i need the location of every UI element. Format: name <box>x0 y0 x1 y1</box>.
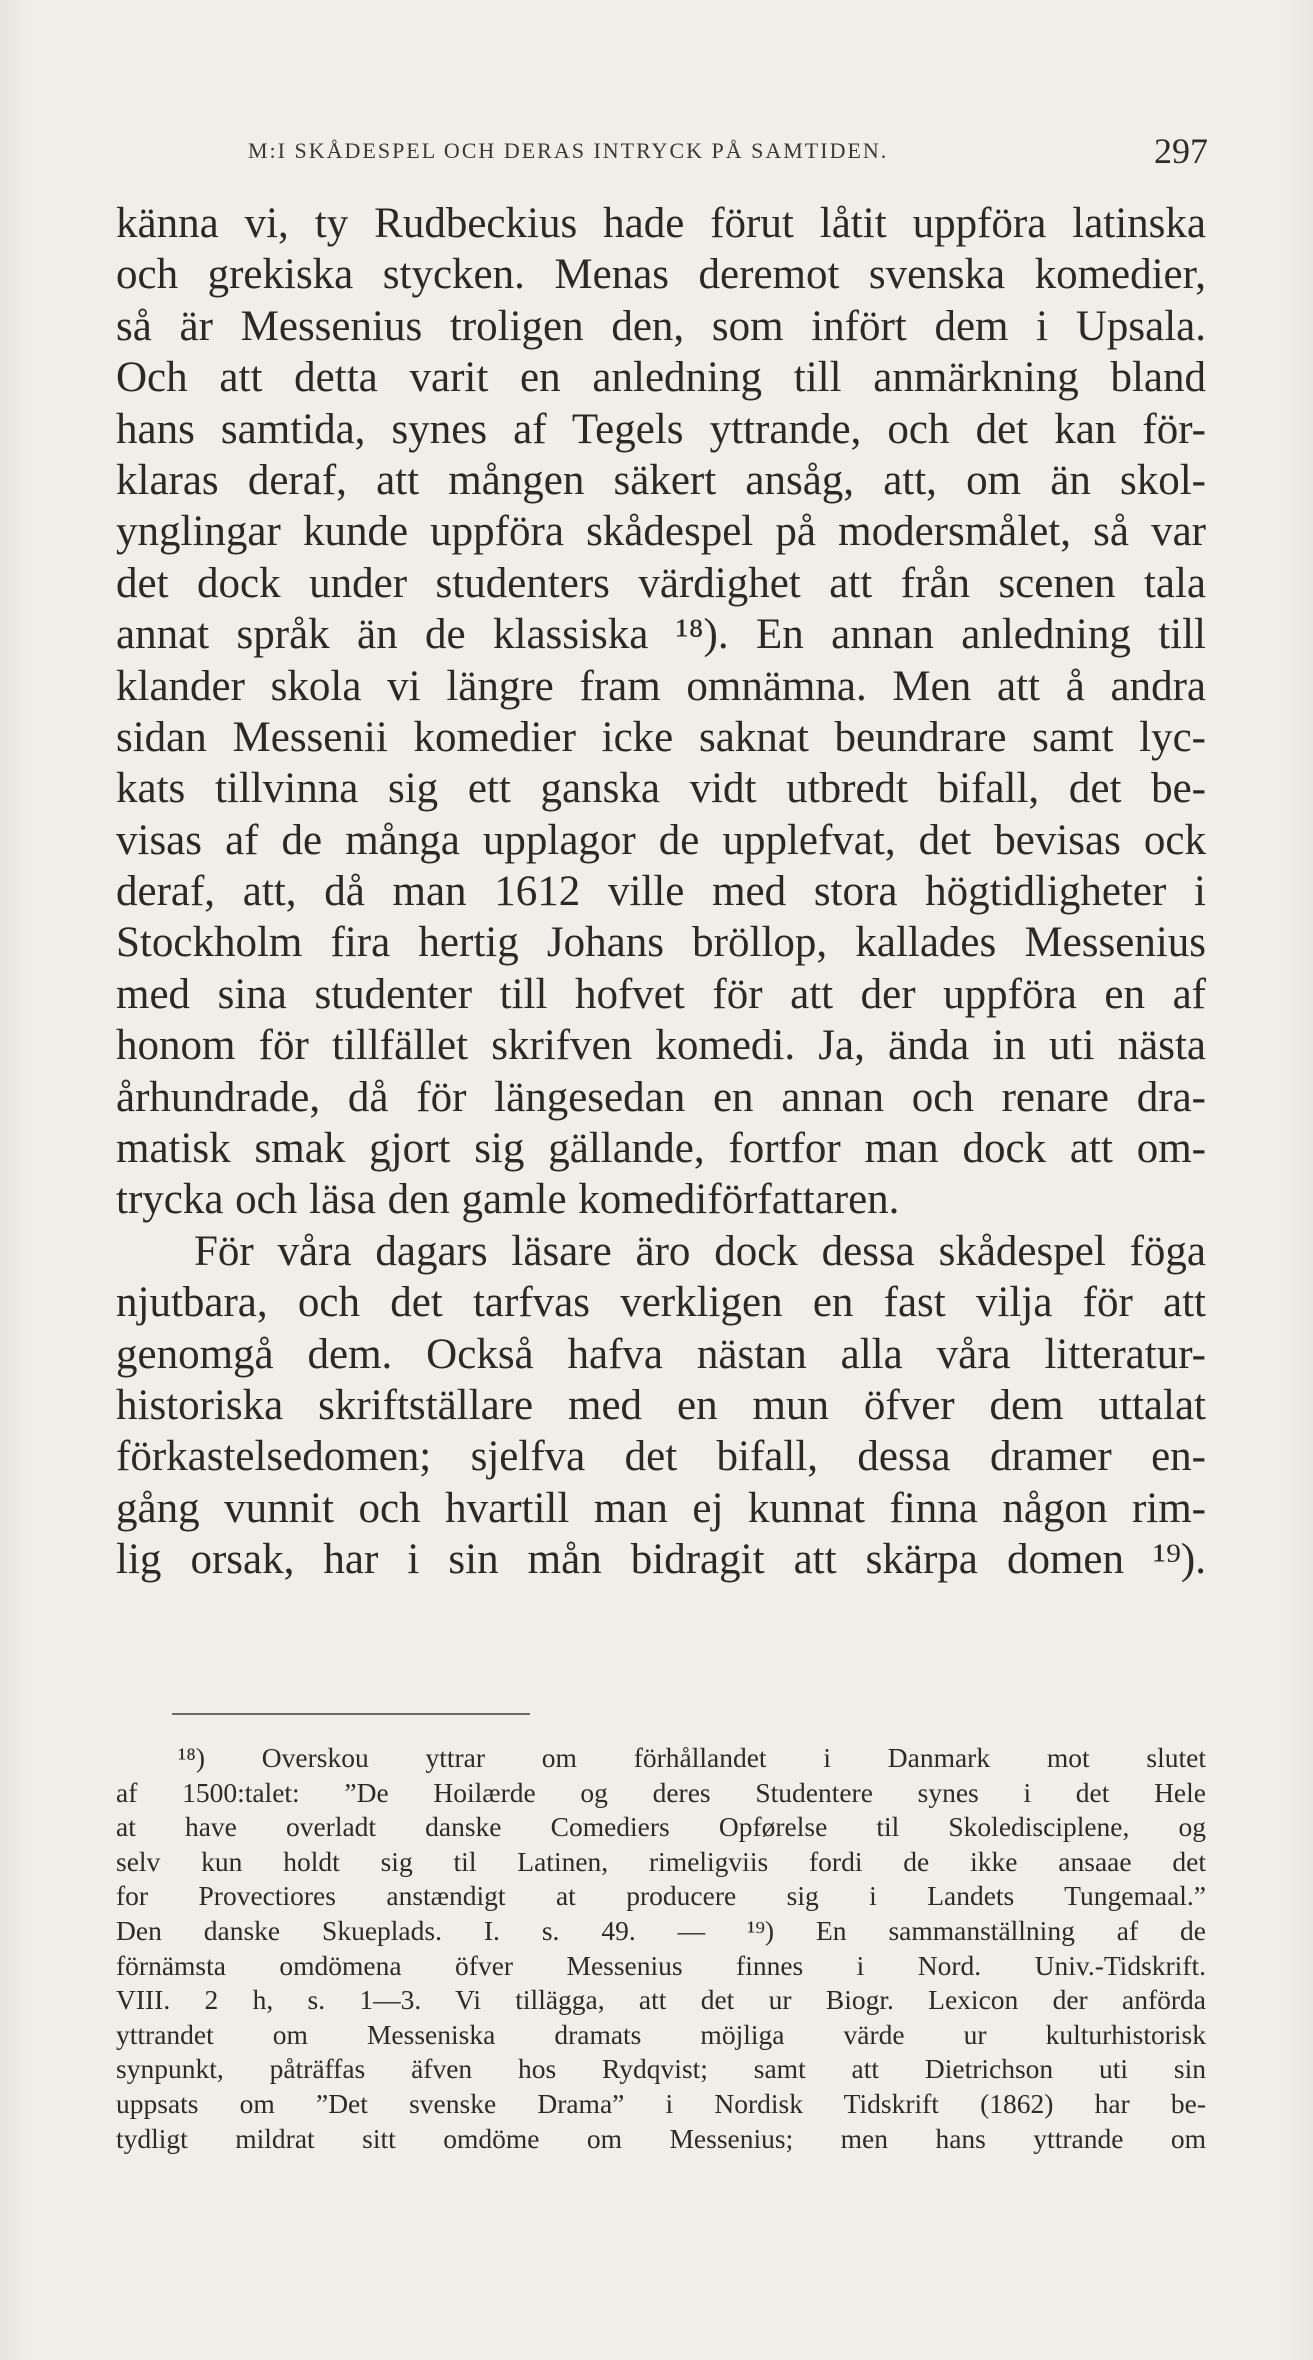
running-head: M:I SKÅDESPEL OCH DERAS INTRYCK PÅ SAMTIDEN. <box>248 138 889 163</box>
text-line: Stockholm fira hertig Johans bröllop, kallades Messenius <box>116 919 1206 967</box>
text-line: deraf, att, då man 1612 ville med stora högtidligheter i <box>116 868 1206 916</box>
text-line: njutbara, och det tarfvas verkligen en fast vilja för att <box>116 1279 1206 1327</box>
text-line: trycka och läsa den gamle komediförfattaren. <box>116 1176 900 1224</box>
text-line: så är Messenius troligen den, som infört dem i Upsala. <box>116 302 1206 350</box>
footnote-line: at have overladt danske Comediers Opførelse til Skoledisciplene, og <box>116 1811 1206 1843</box>
text-line: klander skola vi längre fram omnämna. Men att å andra <box>116 662 1206 710</box>
footnote-line: yttrandet om Messeniska dramats möjliga värde ur kulturhistorisk <box>116 2018 1206 2050</box>
footnote-line: selv kun holdt sig til Latinen, rimeligviis fordi de ikke ansaae det <box>116 1845 1206 1877</box>
text-line: honom för tillfället skrifven komedi. Ja, ända in uti nästa <box>116 1022 1206 1070</box>
page-number: 297 <box>1154 131 1208 171</box>
text-line: hans samtida, synes af Tegels yttrande, och det kan för- <box>116 405 1206 453</box>
text-line: gång vunnit och hvartill man ej kunnat finna någon rim- <box>116 1484 1206 1532</box>
footnotes <box>116 1741 1206 2156</box>
text-line: visas af de många upplagor de upplefvat, det bevisas ock <box>116 816 1206 864</box>
footnote-line: synpunkt, påträffas äfven hos Rydqvist; samt att Dietrichson uti sin <box>116 2053 1206 2085</box>
footnote-line: af 1500:talet: ”De Hoilærde og deres Studentere synes i det Hele <box>116 1776 1206 1808</box>
footnote-line: VIII. 2 h, s. 1—3. Vi tillägga, att det ur Biogr. Lexicon der anförda <box>116 1984 1206 2016</box>
footnote-divider <box>172 1713 530 1715</box>
text-line: matisk smak gjort sig gällande, fortfor man dock att om- <box>116 1125 1206 1173</box>
text-line: Och att detta varit en anledning till anmärkning bland <box>116 354 1206 402</box>
text-line: och grekiska stycken. Menas deremot svenska komedier, <box>116 251 1206 299</box>
page-header <box>248 132 1208 176</box>
text-line: annat språk än de klassiska ¹⁸). En annan anledning till <box>116 611 1206 659</box>
footnote-line: uppsats om ”Det svenske Drama” i Nordisk Tidskrift (1862) har be- <box>116 2087 1206 2119</box>
text-line: det dock under studenters värdighet att från scenen tala <box>116 559 1206 607</box>
text-line: förkastelsedomen; sjelfva det bifall, dessa dramer en- <box>116 1433 1206 1481</box>
text-line: århundrade, då för längesedan en annan och renare dra- <box>116 1073 1206 1121</box>
footnote-line: ¹⁸) Overskou yttrar om förhållandet i Danmark mot slutet <box>178 1742 1206 1773</box>
text-line: historiska skriftställare med en mun öfver dem uttalat <box>116 1381 1206 1429</box>
text-line: ynglingar kunde uppföra skådespel på modersmålet, så var <box>116 508 1206 556</box>
text-line: med sina studenter till hofvet för att der uppföra en af <box>116 970 1206 1018</box>
text-line: sidan Messenii komedier icke saknat beundrare samt lyc- <box>116 713 1206 761</box>
main-text <box>116 198 1206 1586</box>
text-line: genomgå dem. Också hafva nästan alla våra litteratur- <box>116 1330 1206 1378</box>
footnote-line: Den danske Skueplads. I. s. 49. — ¹⁹) En sammanställning af de <box>116 1914 1206 1946</box>
text-line: lig orsak, har i sin mån bidragit att skärpa domen ¹⁹). <box>116 1536 1206 1584</box>
text-line: känna vi, ty Rudbeckius hade förut låtit uppföra latinska <box>116 200 1206 247</box>
text-line: kats tillvinna sig ett ganska vidt utbredt bifall, det be- <box>116 765 1206 813</box>
text-line: klaras deraf, att mången säkert ansåg, att, om än skol- <box>116 456 1206 504</box>
text-line: För våra dagars läsare äro dock dessa skådespel föga <box>194 1227 1206 1275</box>
footnote-line: förnämsta omdömena öfver Messenius finnes i Nord. Univ.-Tidskrift. <box>116 1949 1206 1981</box>
footnote-line: tydligt mildrat sitt omdöme om Messenius; men hans yttrande om <box>116 2122 1206 2154</box>
footnote-line: for Provectiores anstændigt at producere sig i Landets Tungemaal.” <box>116 1880 1206 1912</box>
